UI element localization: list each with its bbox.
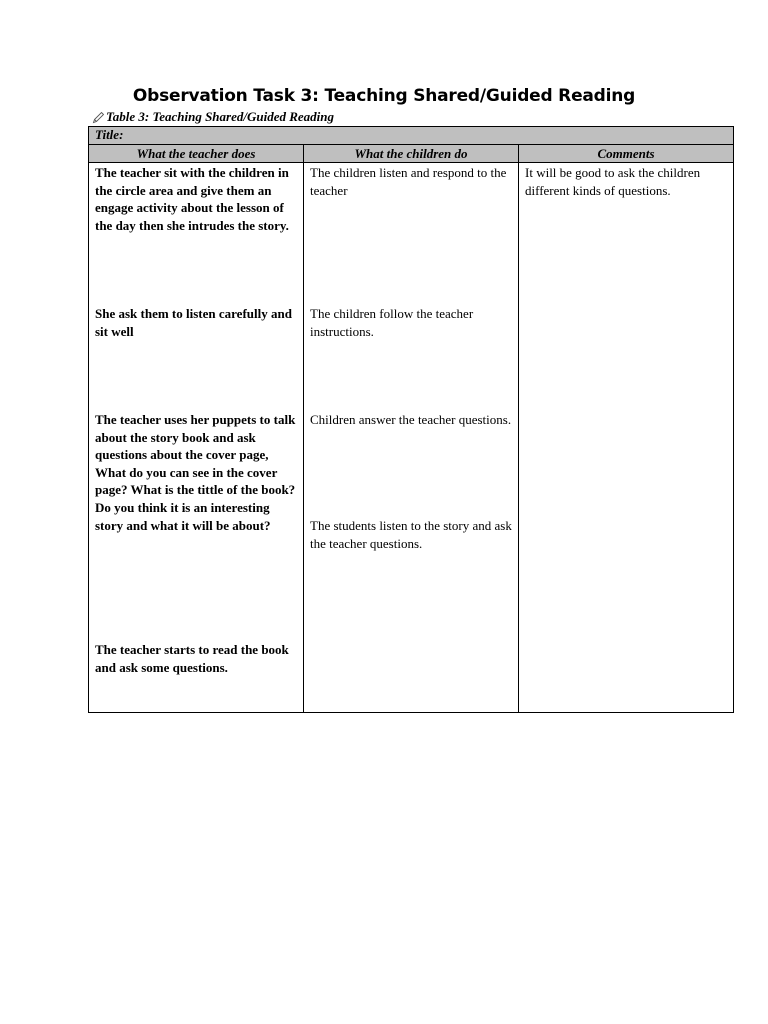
header-comments: Comments bbox=[597, 146, 655, 161]
children-response: The children follow the teacher instructions. bbox=[310, 306, 474, 339]
teacher-action: The teacher uses her puppets to talk about the story book and ask questions about the cover page, What do you can see in the cover page? What is the tittle of the book? Do you think it is an interesting story and what it will be about? bbox=[95, 412, 296, 533]
header-children: What the children do bbox=[354, 146, 468, 161]
column-divider bbox=[518, 145, 519, 712]
children-response: The students listen to the story and ask the teacher questions. bbox=[310, 518, 512, 551]
pencil-icon bbox=[92, 111, 105, 124]
table-caption bbox=[92, 109, 334, 125]
header-teacher: What the teacher does bbox=[136, 146, 256, 161]
children-response: The children listen and respond to the teacher bbox=[310, 165, 507, 198]
teacher-action: The teacher starts to read the book and ask some questions. bbox=[95, 642, 289, 675]
teacher-action: She ask them to listen carefully and sit well bbox=[95, 306, 292, 339]
observation-table bbox=[88, 126, 734, 713]
column-divider bbox=[303, 145, 304, 712]
comment-text: It will be good to ask the children different kinds of questions. bbox=[525, 165, 701, 198]
table-header-row bbox=[89, 145, 733, 163]
table-title-row: Title: bbox=[89, 127, 733, 145]
page-title: Observation Task 3: Teaching Shared/Guided Reading bbox=[132, 86, 636, 106]
children-response: Children answer the teacher questions. bbox=[310, 412, 512, 427]
table-caption-text: Table 3: Teaching Shared/Guided Reading bbox=[106, 109, 335, 124]
teacher-action: The teacher sit with the children in the circle area and give them an engage activity about the lesson of the day then she intrudes the story. bbox=[95, 165, 289, 233]
